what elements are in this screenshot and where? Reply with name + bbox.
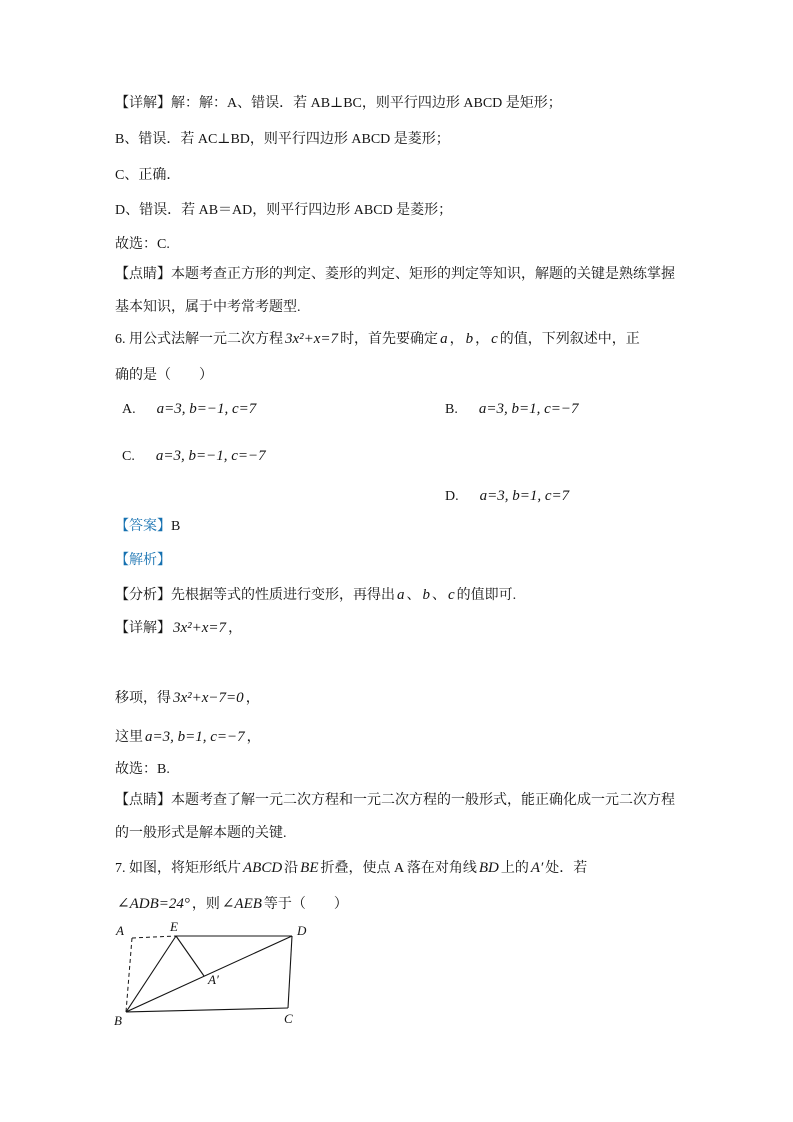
math-expression: a [397, 587, 405, 603]
text-segment: ， [449, 332, 464, 347]
math-expression: 3x²+x−7=0 [173, 690, 244, 706]
q6-note-line-2 [115, 825, 287, 844]
math-expression: ∠AEB [221, 896, 262, 912]
edge-C-B [126, 1008, 288, 1012]
q5-detail-line-3 [115, 167, 180, 186]
q6-option-b [445, 399, 581, 420]
text-segment: 这里 [115, 730, 143, 745]
text-segment: 的值即可. [456, 588, 517, 603]
text-segment: ， [475, 332, 490, 347]
q6-detail-line-3 [115, 727, 261, 748]
text-segment: 故选：B. [115, 762, 170, 777]
math-expression: ABCD [243, 860, 283, 876]
label-A: A [116, 923, 124, 938]
math-expression: b [465, 331, 474, 347]
text-segment: 等于（ ） [263, 897, 348, 912]
text-segment: 上的 [500, 861, 529, 876]
q6-detail-line-1 [115, 618, 242, 639]
math-expression: BD [478, 860, 499, 876]
math-expression: 3x²+x=7 [173, 620, 227, 636]
text-segment: 时，首先要确定 [340, 332, 439, 347]
q5-answer-choice-line [115, 236, 170, 255]
q5-detail-line-1 [115, 95, 562, 114]
label-D: D [297, 923, 307, 938]
text-segment: ，则 [191, 897, 220, 912]
text-segment: 的值，下列叙述中，正 [499, 332, 640, 347]
text-segment: 【详解】 [115, 621, 171, 636]
q5-detail-line-2 [115, 131, 450, 150]
q6-note-line-1 [115, 792, 675, 811]
text-segment: 处．若 [545, 861, 588, 876]
q6-stem-line-2 [115, 367, 213, 386]
math-expression: c [491, 331, 498, 347]
text-segment: 确的是（ ） [115, 368, 213, 383]
q7-stem-line-2 [115, 894, 348, 915]
q6-analysis-line [115, 585, 516, 606]
text-segment: 【分析】先根据等式的性质进行变形，再得出 [115, 588, 395, 603]
text-segment: A. [122, 402, 143, 417]
text-segment: 【详解】解：解：A、错误．若 AB⊥BC，则平行四边形 ABCD 是矩形； [115, 96, 562, 111]
edge-A-E-dashed [132, 936, 176, 938]
edge-A-B-dashed [126, 938, 132, 1012]
text-segment: B [171, 519, 181, 534]
text-segment: ， [228, 621, 243, 636]
q6-stem-line-1 [115, 329, 640, 350]
text-segment: 移项，得 [115, 691, 171, 706]
math-expression: BE [300, 860, 319, 876]
label-C: C [284, 1011, 293, 1026]
math-expression: a [440, 331, 448, 347]
label-A-prime: A′ [208, 972, 219, 987]
text-segment: 【点睛】本题考查了解一元二次方程和一元二次方程的一般形式，能正确化成一元二次方程 [115, 793, 675, 808]
q6-detail-line-2 [115, 688, 260, 709]
q6-answer-choice-line [115, 761, 170, 780]
math-expression: a=3, b=1, c=7 [479, 488, 570, 504]
math-expression: b [422, 587, 430, 603]
highlighted-label: 【解析】 [115, 553, 171, 568]
edge-D-C [288, 936, 292, 1008]
q6-option-d [445, 486, 571, 507]
math-expression: a=3, b=1, c=−7 [478, 401, 579, 417]
text-segment: 故选：C. [115, 237, 170, 252]
q5-detail-line-4 [115, 202, 452, 221]
text-segment: 的一般形式是解本题的关键. [115, 826, 287, 841]
math-expression: a=3, b=1, c=−7 [145, 729, 245, 745]
text-segment: C. [122, 449, 142, 464]
math-expression: 3x²+x=7 [285, 331, 339, 347]
label-B: B [114, 1013, 122, 1028]
highlighted-label: 【答案】 [115, 519, 171, 534]
text-segment: ， [246, 730, 261, 745]
text-segment: 折叠，使点 A 落在对角线 [320, 861, 477, 876]
text-segment: B. [445, 402, 465, 417]
math-expression: a=3, b=−1, c=−7 [155, 448, 266, 464]
text-segment: 7. 如图，将矩形纸片 [115, 861, 241, 876]
text-segment: 、 [432, 588, 446, 603]
q6-option-a [122, 399, 258, 420]
math-expression: A′ [530, 860, 544, 876]
math-expression: a=3, b=−1, c=7 [156, 401, 257, 417]
text-segment: 6. 用公式法解一元二次方程 [115, 332, 283, 347]
rectangle-fold-diagram [112, 920, 327, 1035]
q6-option-c [122, 446, 268, 467]
text-segment: 沿 [284, 861, 299, 876]
text-segment: D、错误．若 AB＝AD，则平行四边形 ABCD 是菱形； [115, 203, 453, 218]
question7-figure [112, 920, 327, 1035]
q7-stem-line-1 [115, 858, 587, 879]
text-segment: C、正确． [115, 168, 181, 183]
q6-jiexi-line [115, 552, 171, 571]
text-segment: 、 [406, 588, 421, 603]
math-expression: c [448, 587, 455, 603]
text-segment: 【点睛】本题考查正方形的判定、菱形的判定、矩形的判定等知识，解题的关键是熟练掌握 [115, 267, 675, 282]
text-segment: B、错误．若 AC⊥BD，则平行四边形 ABCD 是菱形； [115, 132, 450, 147]
math-expression: ∠ADB=24° [117, 896, 190, 912]
q5-note-line-1 [115, 266, 675, 285]
label-E: E [170, 920, 178, 934]
text-segment: ， [245, 691, 260, 706]
q5-note-line-2 [115, 299, 301, 318]
q6-answer-line [115, 518, 180, 537]
text-segment: 基本知识，属于中考常考题型. [115, 300, 301, 315]
segment-E-Aprime [176, 936, 204, 976]
text-segment: D. [445, 489, 466, 504]
